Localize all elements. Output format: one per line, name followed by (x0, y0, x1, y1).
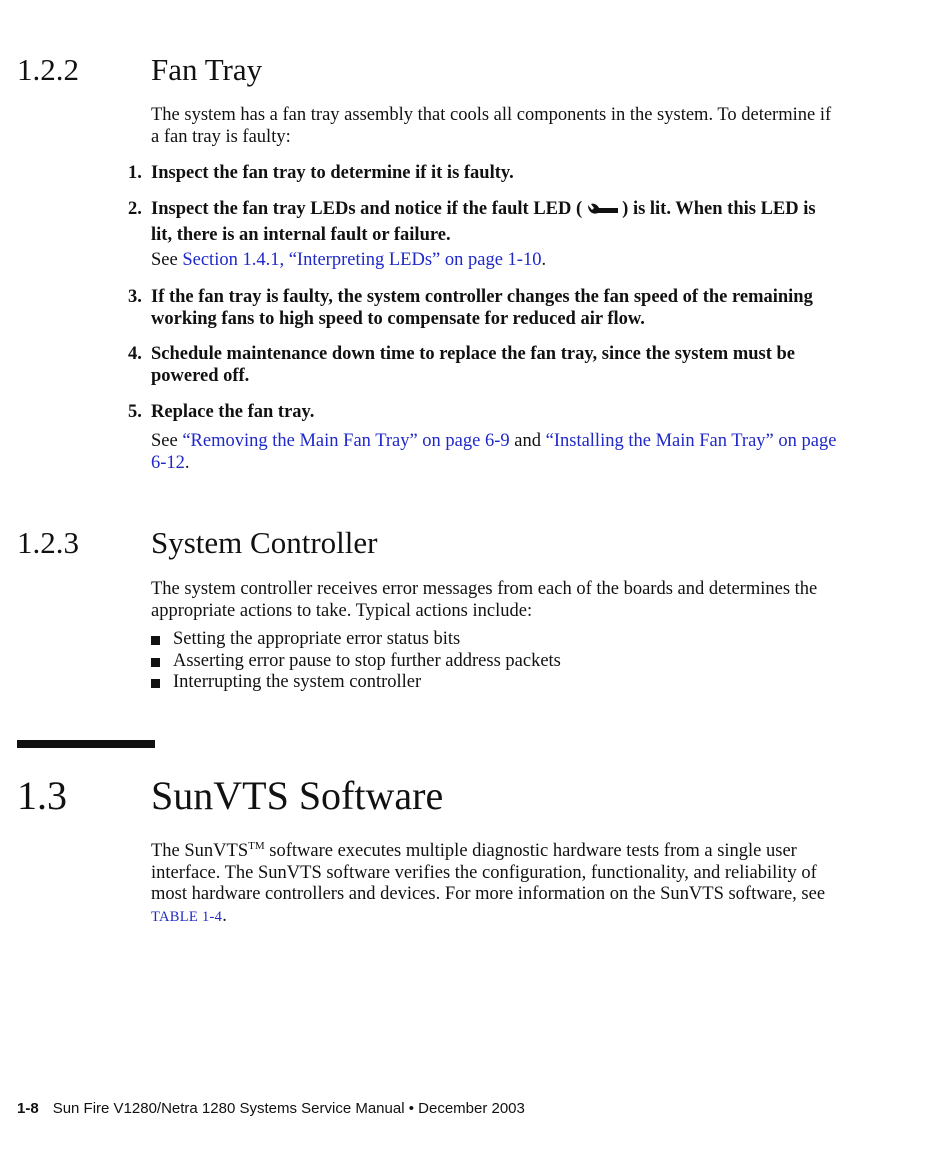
step-item (128, 402, 838, 424)
section-number: 1.2.3 (17, 525, 79, 560)
see-prefix: See (151, 431, 183, 451)
page-footer (17, 1100, 525, 1117)
installing-fan-tray-link[interactable]: “Installing the Main Fan Tray” on page 6-12 (151, 431, 837, 473)
see-reference (151, 250, 841, 272)
section-intro: The system has a fan tray assembly that cools all components in the system. To determine if a fan tray is faulty: (151, 105, 832, 147)
list-item (151, 672, 561, 694)
page-number: 1-8 (17, 1100, 39, 1117)
bullet-list (151, 629, 561, 694)
interpreting-leds-link[interactable]: Section 1.4.1, “Interpreting LEDs” on page 1-10 (182, 250, 542, 270)
body-text: software executes multiple diagnostic hardware tests from a single user interface. The SunVTS software verifies the configuration, functionality, and reliability of most hardware controllers and devices. For more information on the SunVTS software, see (151, 841, 826, 905)
section-title: Fan Tray (151, 52, 263, 87)
section-intro: The system controller receives error messages from each of the boards and determines the appropriate actions to take. Typical actions include: (151, 579, 818, 621)
step-text-before: Inspect the fan tray LEDs and notice if the fault LED ( (151, 199, 583, 219)
chapter-section-number: 1.3 (17, 773, 67, 818)
bullet-square-icon (151, 658, 160, 667)
step-number: 2. (128, 199, 142, 219)
body-text-start: The SunVTS (151, 841, 249, 862)
step-text: Inspect the fan tray to determine if it is faulty. (151, 163, 514, 183)
list-item-text: Setting the appropriate error status bits (173, 629, 461, 649)
wrench-icon (587, 202, 619, 225)
section-rule (17, 740, 155, 748)
step-number: 3. (128, 287, 142, 307)
see-middle: and (509, 431, 546, 451)
trademark: TM (248, 840, 265, 852)
step-number: 1. (128, 163, 142, 183)
step-text-after: ) is lit. When this LED is lit, there is an internal fault or failure. (151, 199, 816, 245)
see-suffix: . (184, 452, 190, 473)
step-text: Schedule maintenance down time to replace the fan tray, since the system must be powered off. (151, 344, 796, 386)
list-item (151, 629, 561, 651)
footer-separator: • (408, 1100, 414, 1117)
step-text: Replace the fan tray. (151, 402, 315, 422)
section-title: System Controller (151, 525, 378, 560)
section-body (151, 836, 841, 928)
bullet-square-icon (151, 636, 160, 645)
removing-fan-tray-link[interactable]: “Removing the Main Fan Tray” on page 6-9 (182, 431, 510, 451)
step-number: 4. (128, 344, 142, 364)
see-prefix: See (151, 250, 183, 270)
step-number: 5. (128, 402, 142, 422)
list-item (151, 651, 561, 673)
step-item (128, 344, 838, 387)
see-suffix: . (541, 250, 547, 270)
list-item-text: Interrupting the system controller (173, 672, 422, 692)
chapter-section-title: SunVTS Software (151, 773, 444, 818)
section-number: 1.2.2 (17, 52, 79, 87)
step-item (128, 199, 838, 246)
list-item-text: Asserting error pause to stop further address packets (173, 650, 561, 671)
footer-date: December 2003 (418, 1100, 525, 1117)
bullet-square-icon (151, 679, 160, 688)
step-text (151, 199, 838, 246)
step-item (128, 163, 838, 185)
step-item (128, 287, 838, 330)
body-suffix: . (222, 905, 227, 926)
step-text: If the fan tray is faulty, the system controller changes the fan speed of the remaining working fans to high speed to compensate for reduced air flow. (151, 287, 813, 329)
see-reference (151, 431, 841, 474)
table-1-4-link[interactable]: TABLE 1-4 (151, 908, 223, 925)
manual-title: Sun Fire V1280/Netra 1280 Systems Service Manual (52, 1100, 405, 1117)
